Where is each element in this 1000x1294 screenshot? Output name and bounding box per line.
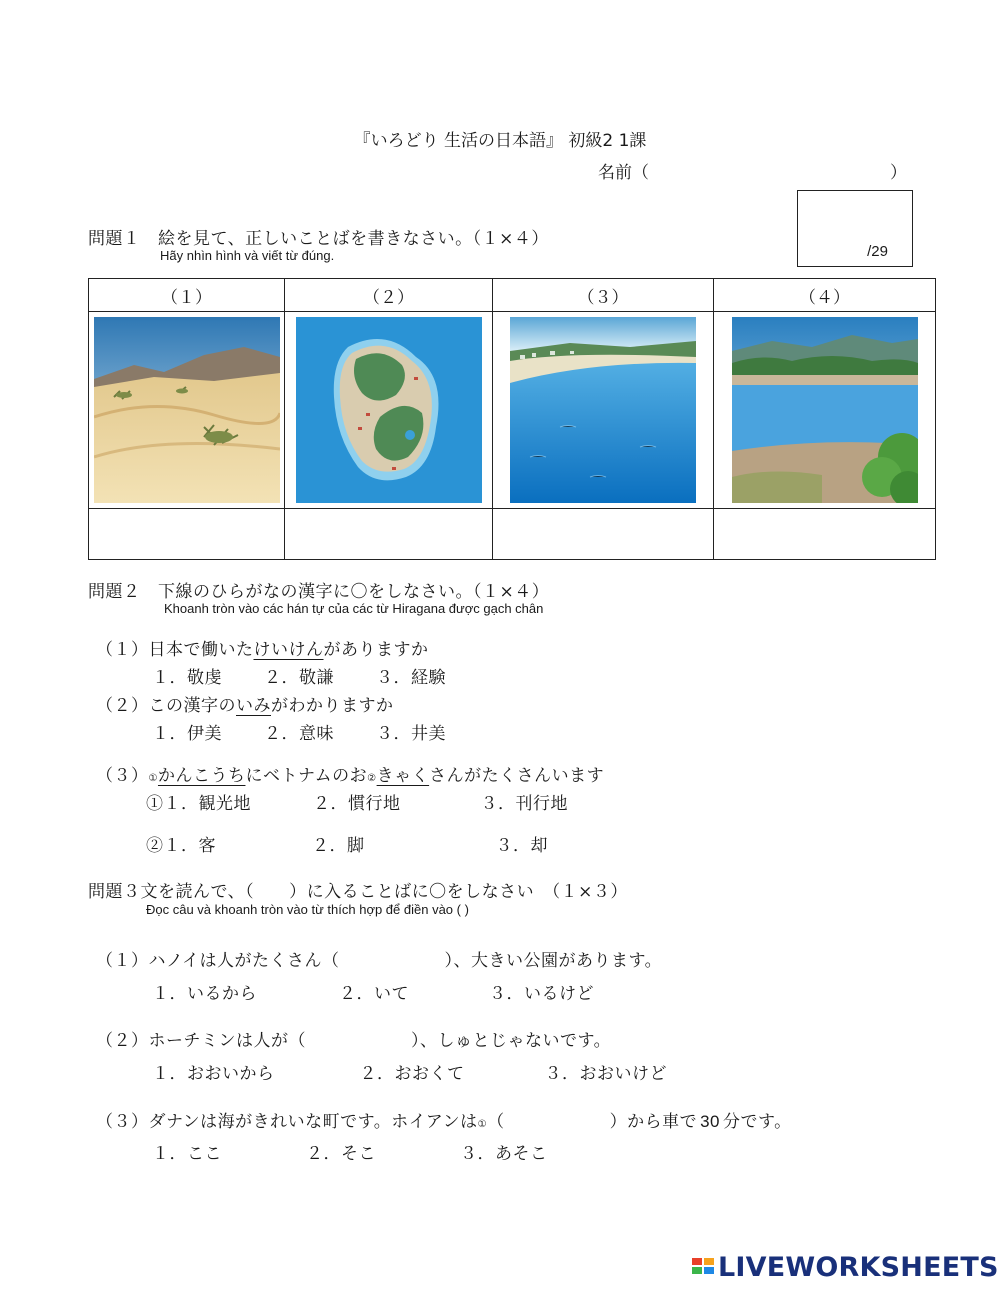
q3-subtitle: Đọc câu và khoanh tròn vào từ thích hợp để điền vào ( ): [146, 902, 469, 917]
option[interactable]: ３．いるけど: [489, 984, 594, 1004]
q2-item-3: [96, 761, 604, 786]
item-number: （１）: [96, 951, 149, 971]
item-number: （２）: [96, 696, 149, 716]
q3-item-2: [96, 1026, 611, 1051]
option[interactable]: １．伊美: [152, 724, 222, 744]
q2-subtitle: Khoanh tròn vào các hán tự của các từ Hiragana được gạch chân: [164, 601, 544, 616]
bay-image: [510, 317, 696, 503]
q3-item-3: [96, 1107, 792, 1132]
column-header: （１）: [89, 279, 285, 312]
marker: ②: [367, 773, 377, 784]
column-header: （２）: [285, 279, 493, 312]
q3-item-3-options: [152, 1139, 548, 1164]
option[interactable]: １．ここ: [152, 1144, 222, 1164]
logo-text: LIVEWORKSHEETS: [718, 1252, 999, 1283]
marker: ①: [148, 773, 158, 784]
q2-item-2-options: [152, 719, 446, 744]
sentence-text: さんがたくさんいます: [429, 766, 605, 786]
picture-cell: [493, 312, 714, 509]
name-label: 名前（: [598, 163, 649, 183]
q3-item-2-options: [152, 1059, 667, 1084]
q2-item-3-row1: [146, 789, 568, 814]
island-image: [296, 317, 482, 503]
sentence-text: （ ）から車で: [487, 1112, 698, 1132]
q2-item-1-options: [152, 663, 446, 688]
sentence-text: がわかりますか: [271, 696, 394, 716]
underlined-word: けいけん: [253, 640, 324, 660]
item-number: （１）: [96, 640, 149, 660]
marker: ①: [146, 794, 164, 814]
option[interactable]: ２．おおくて: [359, 1064, 465, 1084]
marker: ①: [477, 1119, 488, 1130]
q2-heading: 問題２ 下線のひらがなの漢字に〇をしなさい。（１×４）: [88, 582, 550, 602]
score-total: /29: [867, 243, 888, 260]
desert-image: [94, 317, 280, 503]
column-header: （４）: [714, 279, 936, 312]
q3-item-1: [96, 946, 662, 971]
option[interactable]: ２．敬謙: [264, 668, 334, 688]
liveworksheets-logo[interactable]: [692, 1252, 999, 1283]
picture-table: [88, 278, 936, 560]
q2-item-3-row2: [146, 831, 548, 856]
q1-subtitle: Hãy nhìn hình và viết từ đúng.: [160, 248, 335, 263]
picture-cell: [714, 312, 936, 509]
q1-heading: 問題１ 絵を見て、正しいことばを書きなさい。（１×４）: [88, 229, 549, 249]
score-box: [797, 190, 913, 267]
column-header: （３）: [493, 279, 714, 312]
item-number: （３）: [96, 1112, 149, 1132]
lake-image: [732, 317, 918, 503]
underlined-word: いみ: [236, 696, 271, 716]
worksheet-title: 『いろどり 生活の日本語』 初級2 1課: [353, 131, 647, 151]
sentence-number: 30: [700, 1112, 720, 1131]
option[interactable]: １．いるから: [152, 984, 257, 1004]
picture-cell: [89, 312, 285, 509]
logo-icon: [692, 1258, 714, 1274]
name-close-paren: ）: [890, 163, 907, 183]
sentence-text: ホーチミンは人が（ ）、しゅとじゃないです。: [148, 1031, 612, 1051]
marker: ②: [146, 836, 164, 856]
item-number: （３）: [96, 766, 149, 786]
sentence-text: がありますか: [323, 640, 429, 660]
answer-field[interactable]: [89, 509, 285, 560]
q3-heading: 問題３文を読んで、（ ）に入ることばに〇をしなさい （１×３）: [88, 882, 628, 902]
option[interactable]: ２．脚: [312, 836, 365, 856]
sentence-text: ハノイは人がたくさん（ ）、大きい公園があります。: [148, 951, 663, 971]
option[interactable]: ２．慣行地: [313, 794, 401, 814]
answer-field[interactable]: [714, 509, 936, 560]
name-field[interactable]: [598, 158, 907, 183]
underlined-word: きゃく: [376, 766, 430, 786]
answer-field[interactable]: [285, 509, 493, 560]
q2-item-2: [96, 691, 394, 716]
sentence-text: 分です。: [723, 1112, 792, 1132]
option[interactable]: １．おおいから: [152, 1064, 275, 1084]
option[interactable]: ３．おおいけど: [544, 1064, 667, 1084]
option[interactable]: １．観光地: [163, 794, 251, 814]
option[interactable]: ３．経験: [376, 668, 446, 688]
answer-field[interactable]: [493, 509, 714, 560]
underlined-word: かんこうち: [157, 766, 246, 786]
sentence-text: ダナンは海がきれいな町です。ホイアンは: [148, 1112, 478, 1132]
picture-cell: [285, 312, 493, 509]
option[interactable]: ３．却: [495, 836, 548, 856]
option[interactable]: ２．いて: [339, 984, 409, 1004]
option[interactable]: ３．刊行地: [480, 794, 568, 814]
option[interactable]: １．客: [163, 836, 216, 856]
sentence-text: にベトナムのお: [245, 766, 368, 786]
q2-item-1: [96, 635, 429, 660]
item-number: （２）: [96, 1031, 149, 1051]
option[interactable]: ２．そこ: [306, 1144, 376, 1164]
sentence-text: 日本で働いた: [148, 640, 254, 660]
option[interactable]: ３．井美: [376, 724, 446, 744]
sentence-text: この漢字の: [148, 696, 236, 716]
option[interactable]: ３．あそこ: [460, 1144, 548, 1164]
q3-item-1-options: [152, 979, 594, 1004]
option[interactable]: １．敬虔: [152, 668, 222, 688]
option[interactable]: ２．意味: [264, 724, 334, 744]
